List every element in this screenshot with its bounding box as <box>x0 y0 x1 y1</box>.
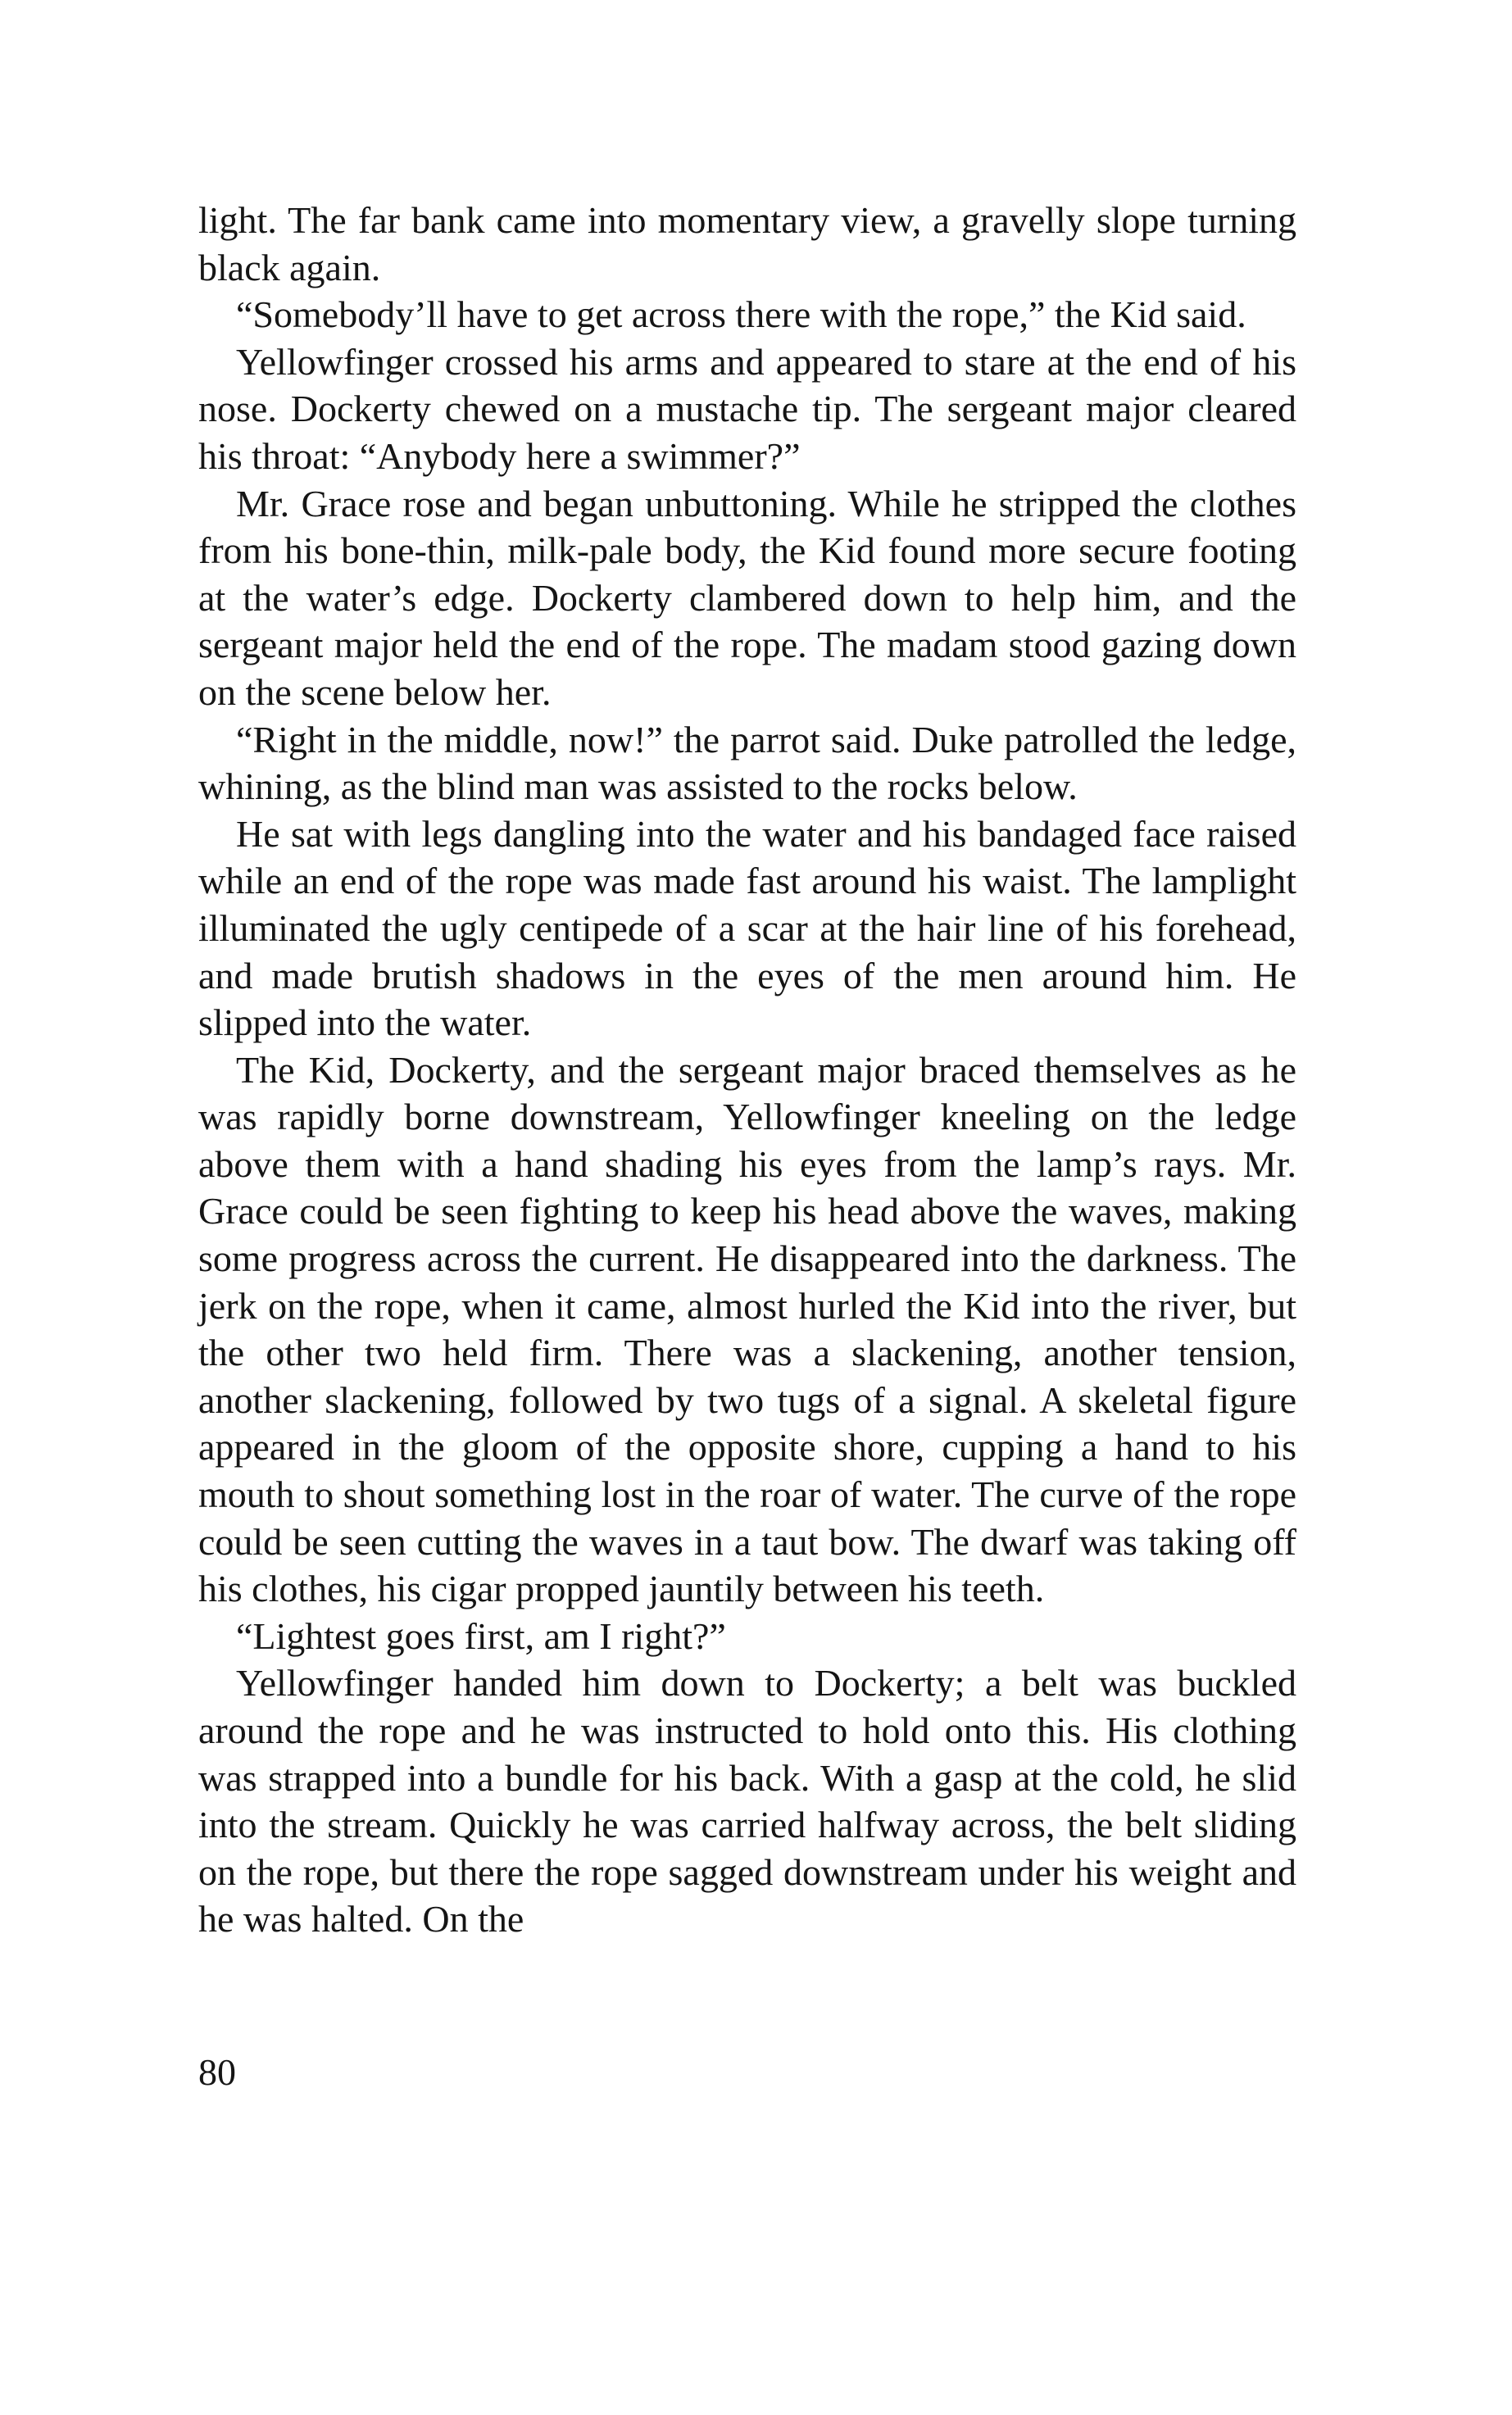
paragraph-8: “Lightest goes first, am I right?” <box>236 1614 726 1657</box>
paragraph-5: “Right in the middle, now!” the parrot said. Duke patrolled the ledge, whining, as the blind man was assisted to the rocks below. <box>198 718 1296 808</box>
paragraph-7: The Kid, Dockerty, and the sergeant major braced themselves as he was rapidly borne downstream, Yellowfinger kneeling on the ledge above them with a hand shading his eyes from the lamp’s rays. Mr. Grace could be seen fighting to keep his head above the waves, making some progress across the current. He disappeared into the darkness. The jerk on the rope, when it came, almost hurled the Kid into the river, but the other two held firm. There was a slackening, another tension, another slackening, followed by two tugs of a signal. A skeletal figure appeared in the gloom of the opposite shore, cupping a hand to his mouth to shout something lost in the roar of water. The curve of the rope could be seen cutting the waves in a taut bow. The dwarf was taking off his clothes, his cigar propped jauntily between his teeth. <box>198 1048 1296 1610</box>
paragraph-6: He sat with legs dangling into the water and his bandaged face raised while an end of the rope was made fast around his waist. The lamplight illuminated the ugly centipede of a scar at the hair line of his forehead, and made brutish shadows in the eyes of the men around him. He slipped into the water. <box>198 812 1296 1044</box>
paragraph-1: light. The far bank came into momentary view, a gravelly slope turning black again. <box>198 199 1296 288</box>
body-text <box>198 197 1296 1943</box>
paragraph-9: Yellowfinger handed him down to Dockerty; a belt was buckled around the rope and he was instructed to hold onto this. His clothing was strapped into a bundle for his back. With a gasp at the cold, he slid into the stream. Quickly he was carried halfway across, the belt sliding on the rope, but there the rope sagged downstream under his weight and he was halted. On the <box>198 1662 1296 1941</box>
paragraph-2: “Somebody’ll have to get across there with the rope,” the Kid said. <box>236 293 1246 336</box>
paragraph-3: Yellowfinger crossed his arms and appeared to stare at the end of his nose. Dockerty chewed on a mustache tip. The sergeant major cleared his throat: “Anybody here a swimmer?” <box>198 340 1296 477</box>
paragraph-4: Mr. Grace rose and began unbuttoning. While he stripped the clothes from his bone-thin, milk-pale body, the Kid found more secure footing at the water’s edge. Dockerty clambered down to help him, and the sergeant major held the end of the rope. The madam stood gazing down on the scene below her. <box>198 482 1296 713</box>
page-number: 80 <box>198 2051 236 2093</box>
